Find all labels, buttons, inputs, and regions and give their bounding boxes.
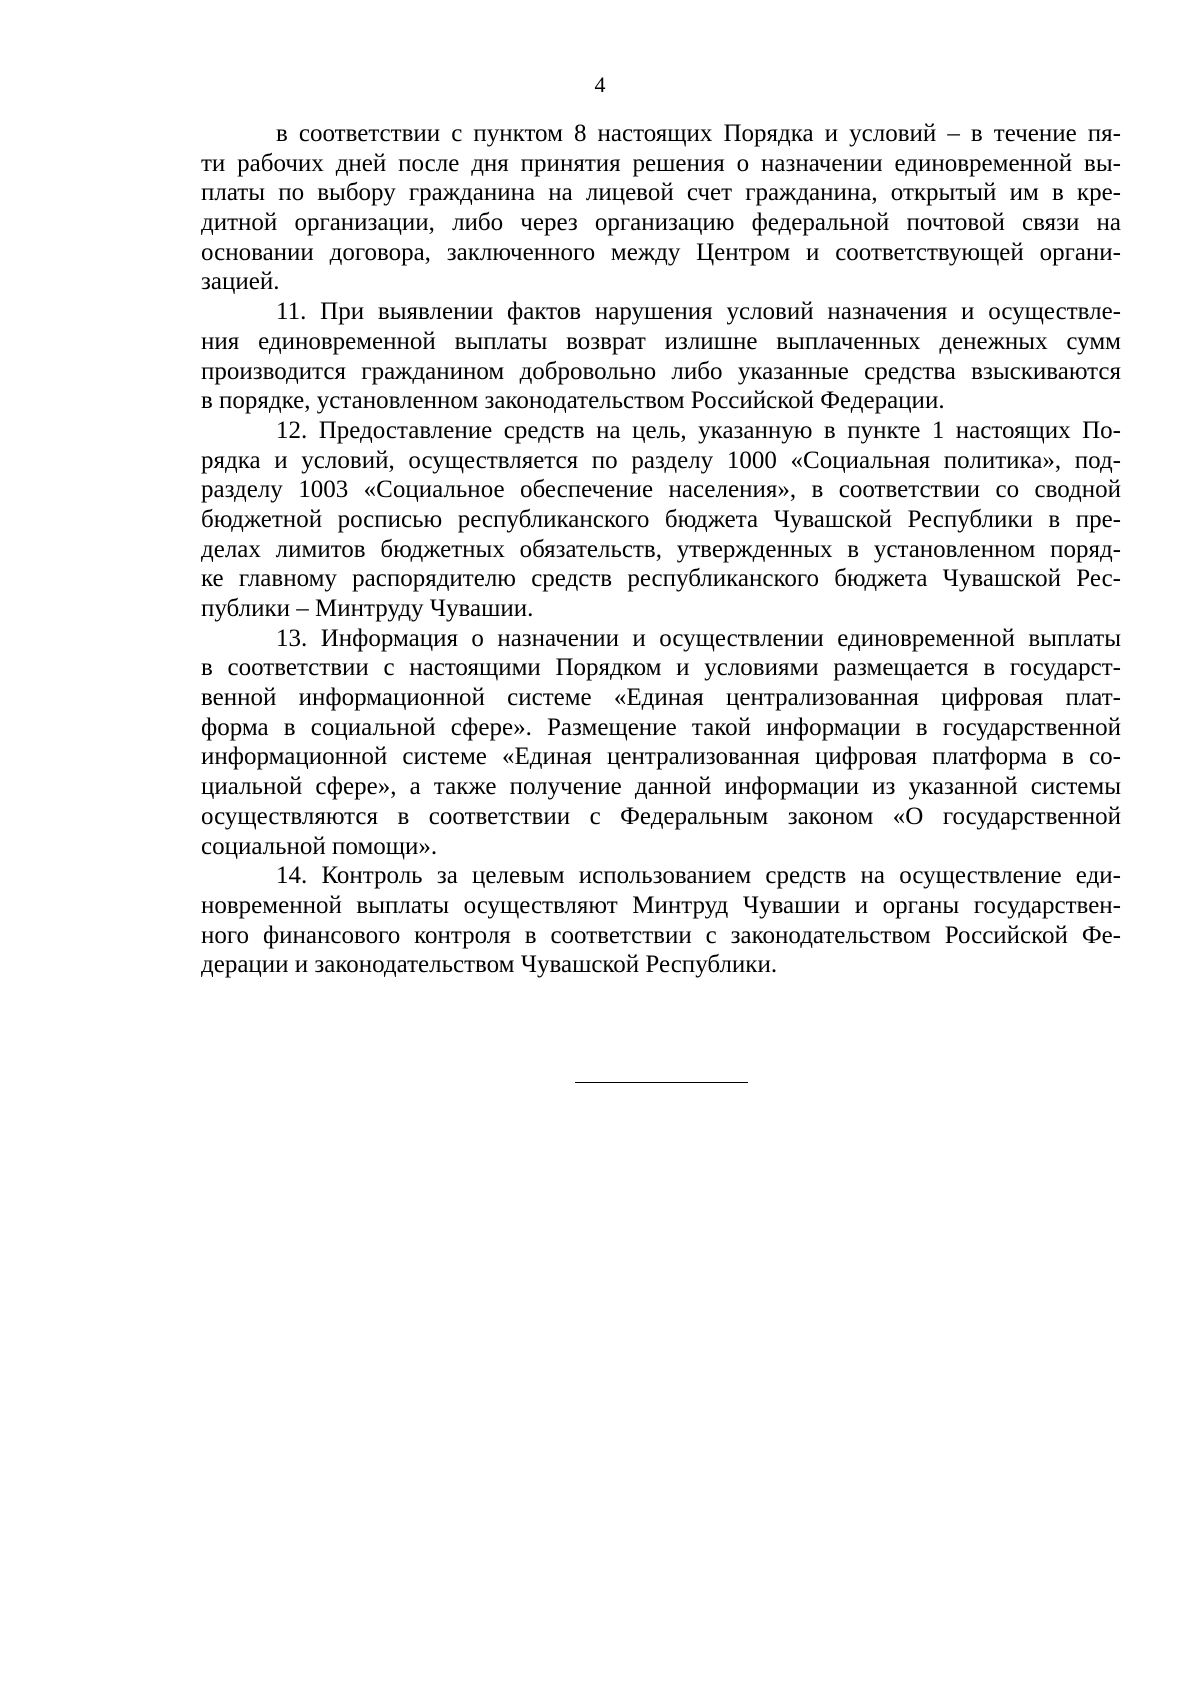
text-line: венной информационной системе «Единая централизованная цифровая плат- bbox=[201, 684, 1121, 712]
end-of-document-divider bbox=[575, 1082, 748, 1083]
paragraph-14 bbox=[201, 861, 1121, 980]
text-line: в соответствии с пунктом 8 настоящих Порядка и условий – в течение пя- bbox=[276, 120, 1121, 147]
text-line: зацией. bbox=[201, 268, 280, 296]
text-line: производится гражданином добровольно либо указанные средства взыскиваются bbox=[201, 357, 1121, 385]
page-number: 4 bbox=[594, 72, 606, 97]
text-line: 12. Предоставление средств на цель, указанную в пункте 1 настоящих По- bbox=[276, 416, 1121, 444]
text-line: основании договора, заключенного между Центром и соответствующей органи- bbox=[201, 238, 1121, 266]
text-line: публики – Минтруду Чувашии. bbox=[201, 595, 534, 622]
text-line: разделу 1003 «Социальное обеспечение населения», в соответствии со сводной bbox=[201, 476, 1121, 504]
text-line: форма в социальной сфере». Размещение такой информации в государственной bbox=[201, 713, 1121, 741]
text-line: в соответствии с настоящими Порядком и условиями размещается в государст- bbox=[201, 654, 1121, 682]
text-line: 14. Контроль за целевым использованием средств на осуществление еди- bbox=[276, 862, 1121, 890]
text-line: ке главному распорядителю средств республиканского бюджета Чувашской Рес- bbox=[201, 565, 1121, 593]
paragraph-continuation bbox=[201, 119, 1121, 297]
text-line: ти рабочих дней после дня принятия решения о назначении единовременной вы- bbox=[201, 149, 1121, 177]
text-line: осуществляются в соответствии с Федеральным законом «О государственной bbox=[201, 802, 1121, 830]
text-line: дитной организации, либо через организацию федеральной почтовой связи на bbox=[201, 209, 1121, 237]
text-line: рядка и условий, осуществляется по разделу 1000 «Социальная политика», под- bbox=[201, 446, 1121, 474]
document-body bbox=[201, 119, 1121, 980]
text-line: в порядке, установленном законодательством Российской Федерации. bbox=[201, 387, 945, 415]
text-line: платы по выбору гражданина на лицевой счет гражданина, открытый им в кре- bbox=[201, 179, 1121, 207]
text-line: ного финансового контроля в соответствии с законодательством Российской Фе- bbox=[201, 921, 1121, 949]
paragraph-13 bbox=[201, 624, 1121, 862]
text-line: циальной сфере», а также получение данной информации из указанной системы bbox=[201, 773, 1121, 801]
text-line: дерации и законодательством Чувашской Республики. bbox=[201, 951, 778, 979]
text-line: социальной помощи». bbox=[201, 832, 438, 860]
text-line: ния единовременной выплаты возврат излишне выплаченных денежных сумм bbox=[201, 327, 1121, 355]
text-line: информационной системе «Единая централизованная цифровая платформа в со- bbox=[201, 743, 1121, 771]
paragraph-11 bbox=[201, 297, 1121, 416]
text-line: бюджетной росписью республиканского бюджета Чувашской Республики в пре- bbox=[201, 505, 1121, 533]
text-line: 13. Информация о назначении и осуществлении единовременной выплаты bbox=[276, 624, 1121, 652]
text-line: новременной выплаты осуществляют Минтруд Чувашии и органы государствен- bbox=[201, 891, 1121, 919]
text-line: 11. При выявлении фактов нарушения условий назначения и осуществле- bbox=[276, 298, 1121, 326]
paragraph-12 bbox=[201, 416, 1121, 624]
text-line: делах лимитов бюджетных обязательств, утвержденных в установленном поряд- bbox=[201, 535, 1121, 563]
